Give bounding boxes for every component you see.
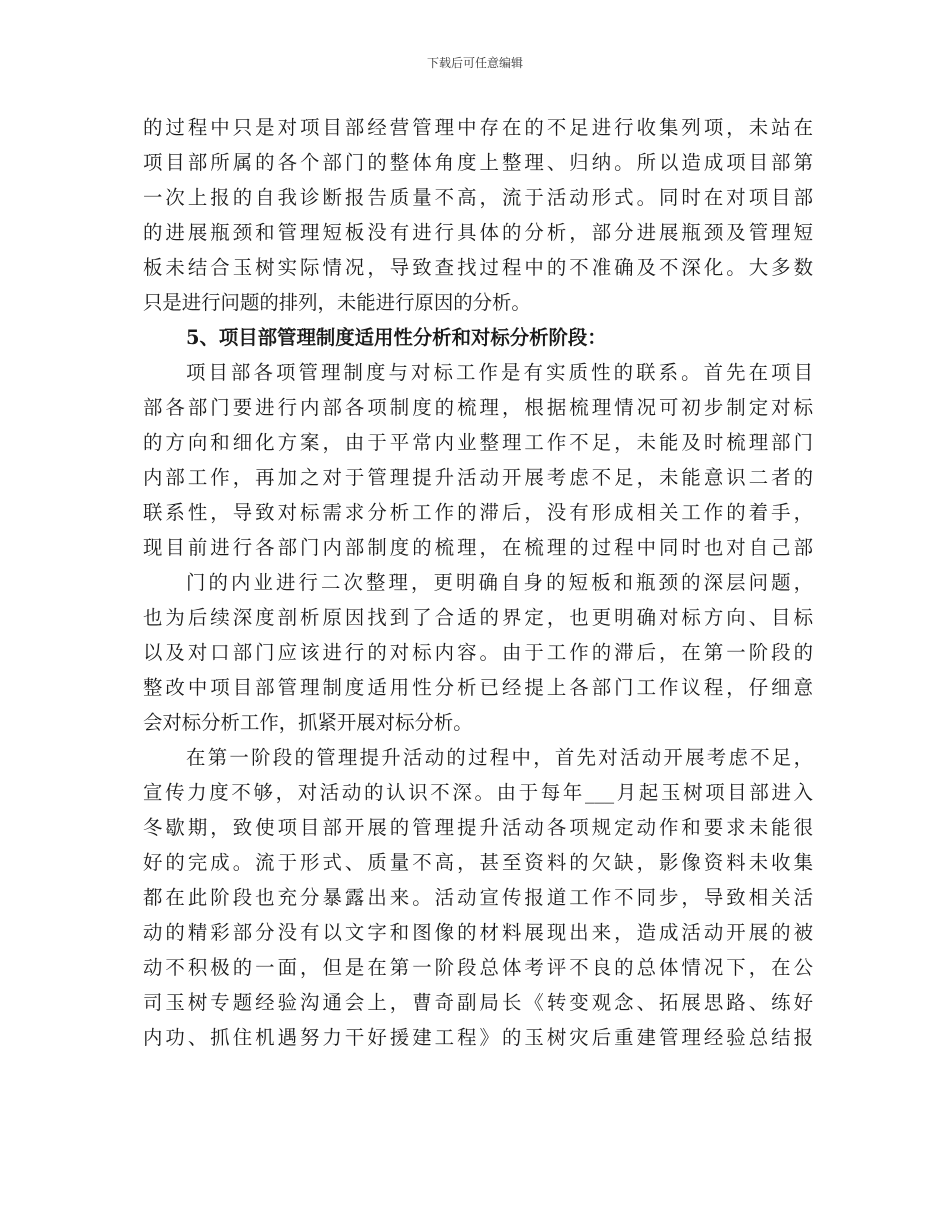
section-heading: 5、项目部管理制度适用性分析和对标分析阶段： [186,326,607,349]
text-line: 联系性，导致对标需求分析工作的滞后，没有形成相关工作的着手， [143,501,813,524]
text-line: 的进展瓶颈和管理短板没有进行具体的分析，部分进展瓶颈及管理短 [143,221,813,244]
text-line: 宣传力度不够，对活动的认识不深。由于每年___月起玉树项目部进入 [143,781,813,804]
text-line: 动的精彩部分没有以文字和图像的材料展现出来，造成活动开展的被 [143,921,813,944]
text-line: 冬歇期，致使项目部开展的管理提升活动各项规定动作和要求未能很 [143,816,813,839]
text-line: 一次上报的自我诊断报告质量不高，流于活动形式。同时在对项目部 [143,186,813,209]
text-line: 在第一阶段的管理提升活动的过程中，首先对活动开展考虑不足， [186,746,813,769]
text-line: 司玉树专题经验沟通会上，曹奇副局长《转变观念、拓展思路、练好 [143,991,813,1014]
text-line: 都在此阶段也充分暴露出来。活动宣传报道工作不同步，导致相关活 [143,886,813,909]
document-body [143,110,813,1055]
text-line: 项目部所属的各个部门的整体角度上整理、归纳。所以造成项目部第 [143,151,813,174]
text-line: 部各部门要进行内部各项制度的梳理，根据梳理情况可初步制定对标 [143,396,813,419]
text-line: 也为后续深度剖析原因找到了合适的界定，也更明确对标方向、目标 [143,606,813,629]
text-line: 好的完成。流于形式、质量不高，甚至资料的欠缺，影像资料未收集 [143,851,813,874]
text-line: 内部工作，再加之对于管理提升活动开展考虑不足，未能意识二者的 [143,466,813,489]
text-line: 的过程中只是对项目部经营管理中存在的不足进行收集列项，未站在 [143,116,813,139]
text-line: 动不积极的一面，但是在第一阶段总体考评不良的总体情况下，在公 [143,956,813,979]
text-line: 项目部各项管理制度与对标工作是有实质性的联系。首先在项目 [186,361,813,384]
text-line: 内功、抓住机遇努力干好援建工程》的玉树灾后重建管理经验总结报 [143,1026,813,1049]
text-line: 整改中项目部管理制度适用性分析已经提上各部门工作议程，仔细意 [143,676,813,699]
text-line: 的方向和细化方案，由于平常内业整理工作不足，未能及时梳理部门 [143,431,813,454]
page-header-note: 下载后可任意编辑 [426,56,523,70]
text-line: 只是进行问题的排列，未能进行原因的分析。 [143,291,531,314]
text-line: 板未结合玉树实际情况，导致查找过程中的不准确及不深化。大多数 [143,256,813,279]
text-line: 现目前进行各部门内部制度的梳理，在梳理的过程中同时也对自己部 [143,536,813,559]
text-line: 会对标分析工作，抓紧开展对标分析。 [143,711,473,734]
text-line: 门的内业进行二次整理，更明确自身的短板和瓶颈的深层问题， [186,571,813,594]
text-line: 以及对口部门应该进行的对标内容。由于工作的滞后，在第一阶段的 [143,641,813,664]
